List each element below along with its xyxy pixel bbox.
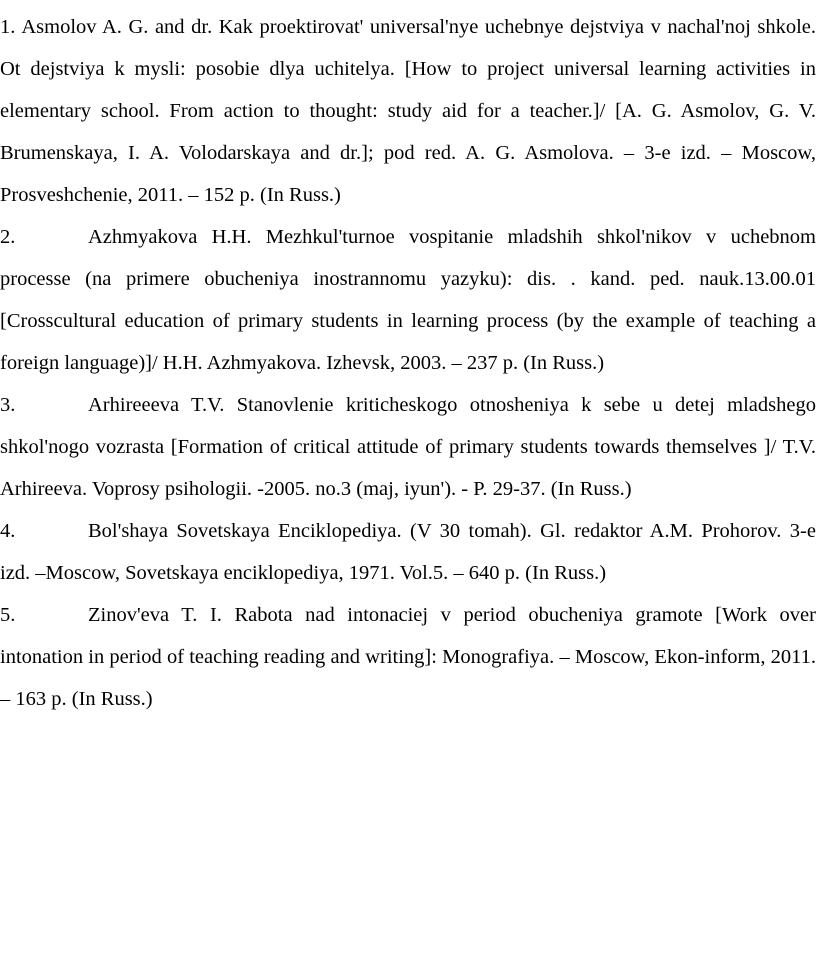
- reference-number: 2.: [0, 226, 16, 248]
- reference-item-5: [0, 594, 816, 720]
- reference-item-2: [0, 216, 816, 384]
- reference-text: Azhmyakova H.H. Mezhkul'turnoe vospitanie mladshih shkol'nikov v uchebnom processe (na primere obucheniya inostrannomu yazyku): dis. . kand. ped. nauk.13.00.01 [Crosscultural education of primary students in learning process (by the example of teaching a foreign language)]/ H.H. Azhmyakova. Izhevsk, 2003. – 237 p. (In Russ.): [0, 226, 816, 374]
- reference-item-4: [0, 510, 816, 594]
- reference-text: Bol'shaya Sovetskaya Enciklopediya. (V 30 tomah). Gl. redaktor A.M. Prohorov. 3-e izd. –Moscow, Sovetskaya enciklopediya, 1971. Vol.5. – 640 p. (In Russ.): [0, 520, 816, 584]
- reference-item-1: [0, 6, 816, 216]
- reference-text: Asmolov A. G. and dr. Kak proektirovat' universal'nye uchebnye dejstviya v nachal'noj shkole. Ot dejstviya k mysli: posobie dlya uchitelya. [How to project universal learning activities in elementary school. From action to thought: study aid for a teacher.]/ [A. G. Asmolov, G. V. Brumenskaya, I. A. Volodarskaya and dr.]; pod red. A. G. Asmolova. – 3-e izd. – Moscow, Prosveshchenie, 2011. – 152 p. (In Russ.): [0, 16, 816, 206]
- reference-number: 4.: [0, 520, 16, 542]
- reference-number: 1.: [0, 16, 16, 38]
- reference-list: [0, 6, 816, 720]
- reference-number: 3.: [0, 394, 16, 416]
- reference-number: 5.: [0, 604, 16, 626]
- reference-text: Zinov'eva T. I. Rabota nad intonaciej v period obucheniya gramote [Work over intonation in period of teaching reading and writing]: Monografiya. – Moscow, Ekon-inform, 2011. – 163 p. (In Russ.): [0, 604, 816, 710]
- reference-item-3: [0, 384, 816, 510]
- reference-text: Arhireeeva T.V. Stanovlenie kriticheskogo otnosheniya k sebe u detej mladshego shkol'nogo vozrasta [Formation of critical attitude of primary students towards themselves ]/ T.V. Arhireeva. Voprosy psihologii. -2005. no.3 (maj, iyun'). - P. 29-37. (In Russ.): [0, 394, 816, 500]
